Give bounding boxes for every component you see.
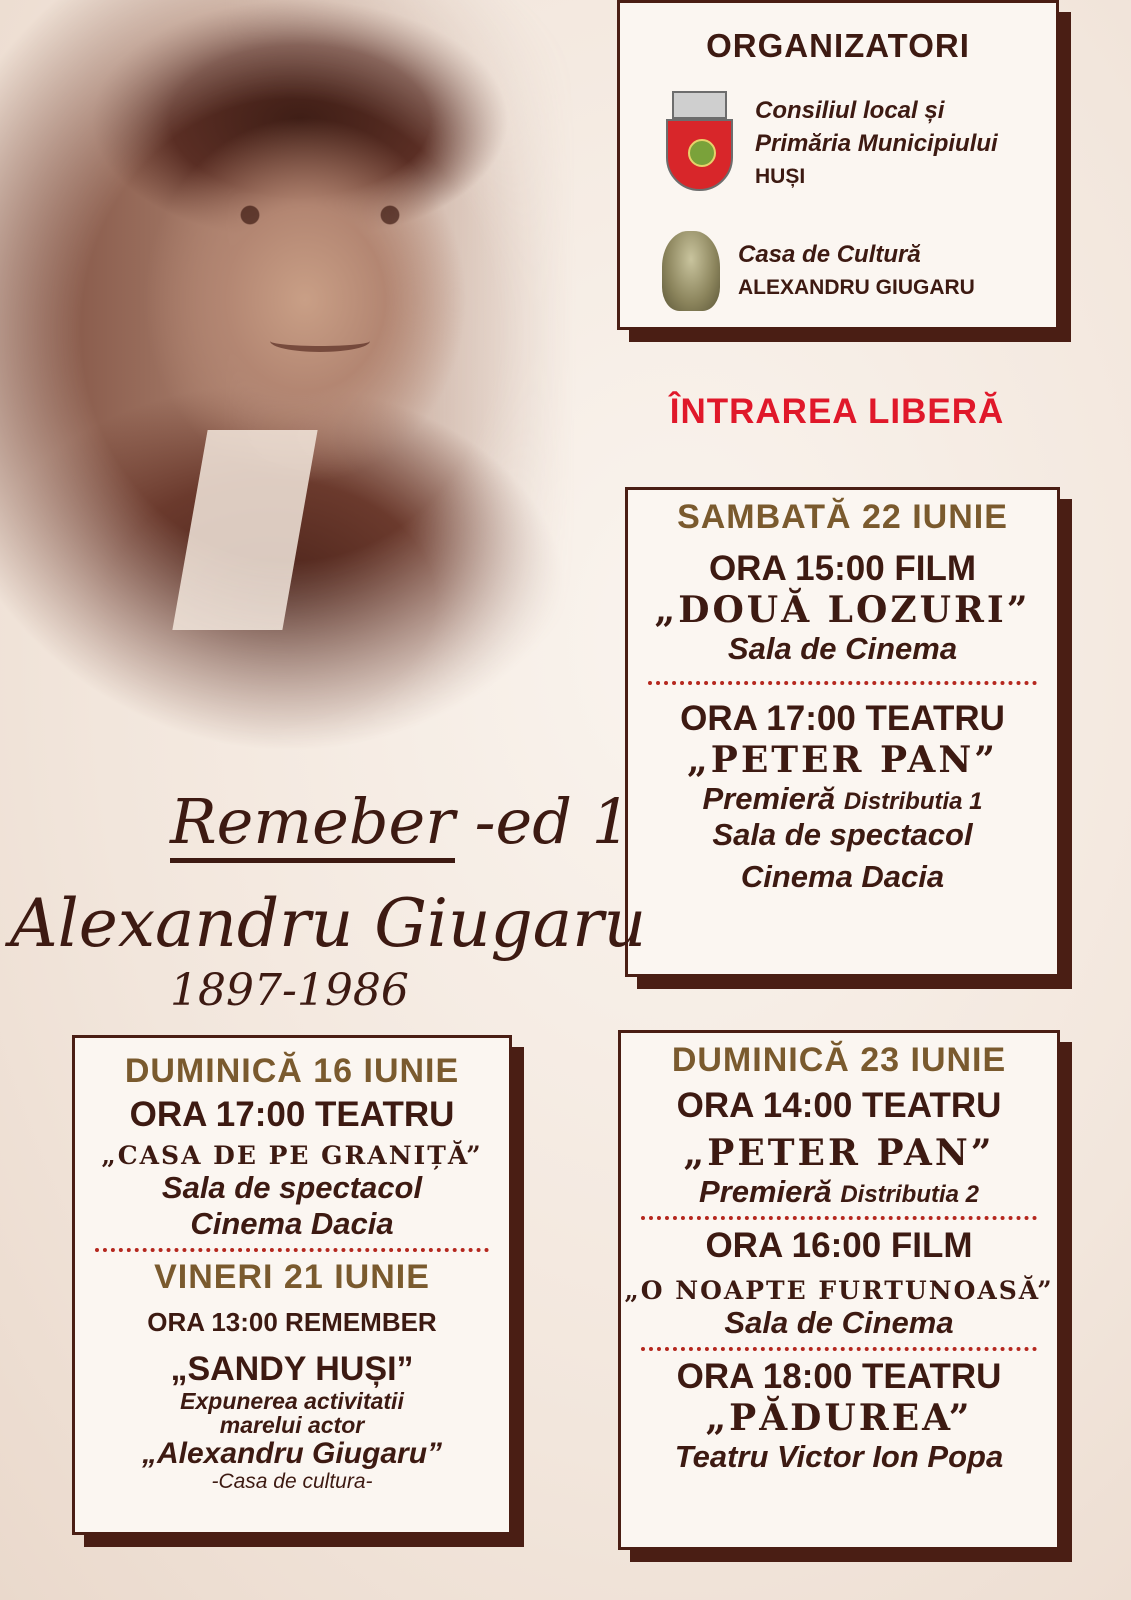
premiere-label: Premieră xyxy=(698,1174,832,1209)
sunday-16-box xyxy=(72,1035,512,1535)
husi-coat-of-arms-icon xyxy=(662,91,737,196)
remember-word: Remeber xyxy=(170,785,455,863)
event-venue: Sala de Cinema xyxy=(727,631,958,666)
day-heading: SAMBATĂ 22 IUNIE xyxy=(677,498,1008,536)
org2-line1: Casa de Cultură xyxy=(738,241,921,268)
event-time: ORA 15:00 FILM xyxy=(708,549,977,588)
event-title: „O NOAPTE FURTUNOASĂ” xyxy=(624,1276,1054,1305)
divider xyxy=(648,681,1037,685)
org-municipality xyxy=(662,91,998,196)
event-venue: Cinema Dacia xyxy=(740,859,945,894)
day-heading: DUMINICĂ 23 IUNIE xyxy=(671,1041,1007,1079)
event-desc: marelui actor xyxy=(219,1412,365,1438)
event-venue: Cinema Dacia xyxy=(190,1206,394,1241)
cast-label: Distributia 1 xyxy=(843,788,983,815)
event-time: ORA 18:00 TEATRU xyxy=(676,1357,1002,1396)
event-venue: Teatru Victor Ion Popa xyxy=(674,1439,1004,1474)
portrait-eyes xyxy=(220,200,420,230)
day-heading: DUMINICĂ 16 IUNIE xyxy=(124,1052,460,1090)
event-title: „CASA DE PE GRANIȚĂ” xyxy=(101,1141,483,1170)
event-time: ORA 16:00 FILM xyxy=(705,1226,973,1265)
actor-years: 1897-1986 xyxy=(170,965,409,1016)
event-title: „PETER PAN” xyxy=(683,1132,995,1174)
org1-line1: Consiliul local și xyxy=(755,97,945,124)
event-title: „PĂDUREA” xyxy=(705,1397,973,1439)
remember-headline xyxy=(170,785,631,858)
event-time: ORA 17:00 TEATRU xyxy=(129,1095,455,1134)
org1-line2: Primăria Municipiului xyxy=(755,130,998,157)
event-title: „SANDY HUȘI” xyxy=(170,1350,414,1388)
event-venue: Sala de spectacol xyxy=(161,1170,423,1205)
divider xyxy=(641,1347,1037,1351)
event-title: „DOUĂ LOZURI” xyxy=(654,589,1031,631)
cast-label: Distributia 2 xyxy=(840,1181,980,1208)
event-desc: Expunerea activitatii xyxy=(180,1388,404,1414)
event-desc: „Alexandru Giugaru” xyxy=(141,1437,443,1470)
sunday-23-box xyxy=(618,1030,1060,1550)
event-desc: -Casa de cultura- xyxy=(211,1470,373,1493)
event-time: ORA 14:00 TEATRU xyxy=(676,1086,1002,1125)
edition-label: -ed 1 xyxy=(454,785,632,858)
event-premiere xyxy=(628,781,1057,817)
portrait-collar xyxy=(172,430,317,630)
actor-name: Alexandru Giugaru xyxy=(10,885,647,962)
divider xyxy=(95,1248,489,1252)
org-culture-house xyxy=(662,231,975,311)
org2-line2: ALEXANDRU GIUGARU xyxy=(738,276,975,299)
event-venue: Sala de Cinema xyxy=(724,1305,954,1340)
portrait-mouth xyxy=(270,330,370,352)
event-title: „PETER PAN” xyxy=(687,739,998,781)
event-time: ORA 13:00 REMEMBER xyxy=(147,1307,437,1337)
organizers-box xyxy=(617,0,1059,330)
divider xyxy=(641,1216,1037,1220)
free-entry-notice: ÎNTRAREA LIBERĂ xyxy=(669,392,1005,431)
org1-line3: HUȘI xyxy=(755,165,806,188)
organizers-title: ORGANIZATORI xyxy=(706,27,970,64)
event-premiere xyxy=(621,1174,1057,1210)
event-venue: Sala de spectacol xyxy=(712,817,973,852)
event-time: ORA 17:00 TEATRU xyxy=(680,699,1005,738)
actor-portrait xyxy=(0,0,640,780)
premiere-label: Premieră xyxy=(702,781,836,816)
saturday-22-box xyxy=(625,487,1060,977)
day-heading: VINERI 21 IUNIE xyxy=(154,1258,430,1296)
bust-logo-icon xyxy=(662,231,720,311)
